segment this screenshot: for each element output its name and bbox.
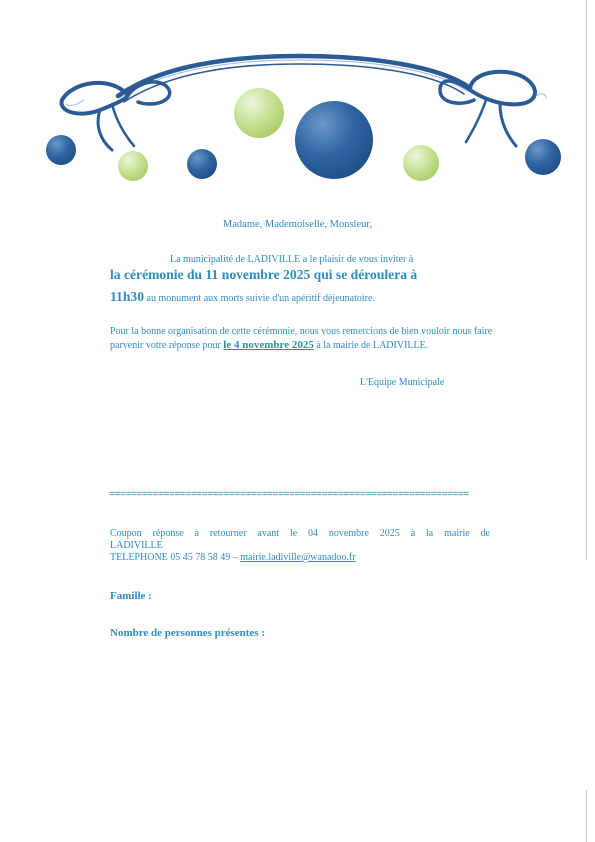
ribbon-loop-left	[62, 82, 170, 150]
coupon-contact	[110, 552, 490, 564]
rsvp-text-part2: à la mairie de LADIVILLE.	[313, 339, 429, 351]
ceremony-time-line	[110, 288, 375, 306]
bauble-navy-right	[525, 139, 561, 175]
famille-field-label: Famille :	[110, 590, 152, 602]
bauble-navy-left	[46, 135, 76, 165]
scan-edge-line	[586, 790, 587, 842]
bauble-green-large	[234, 88, 284, 138]
bauble-navy-small	[187, 149, 217, 179]
coupon-email-link[interactable]: mairie.ladiville@wanadoo.fr	[240, 552, 356, 563]
rsvp-paragraph	[110, 325, 495, 352]
rsvp-deadline: le 4 novembre 2025	[223, 338, 314, 351]
scan-edge-line	[586, 0, 587, 560]
ceremony-location: au monument aux morts suivie d'un apéritif déjeunatoire.	[144, 293, 375, 304]
signature: L'Equipe Municipale	[360, 377, 445, 388]
invitation-intro: La municipalité de LADIVILLE a le plaisir de vous inviter à	[170, 254, 414, 265]
cut-line-separator: ==================================================================	[109, 490, 469, 501]
coupon-instructions: Coupon réponse à retourner avant le 04 novembre 2025 à la mairie de	[110, 528, 490, 539]
bauble-green-left	[118, 151, 148, 181]
bauble-navy-large	[295, 101, 373, 179]
bauble-green-right	[403, 145, 439, 181]
coupon-town: LADIVILLE	[110, 540, 163, 551]
ceremony-headline: la cérémonie du 11 novembre 2025 qui se déroulera à	[110, 267, 418, 282]
ceremony-time: 11h30	[110, 289, 144, 304]
rsvp-text-part1: Pour la bonne organisation de cette cérémonie, nous vous remercions de bien vouloir nous faire parvenir votre réponse pour	[110, 326, 493, 351]
nombre-personnes-field-label: Nombre de personnes présentes :	[110, 627, 266, 639]
ribbon-loop-right	[440, 72, 546, 146]
coupon-phone: TELEPHONE 05 45 78 58 49 –	[110, 552, 241, 563]
salutation: Madame, Mademoiselle, Monsieur,	[222, 219, 373, 230]
ribbon-decoration	[0, 0, 595, 200]
reply-coupon	[110, 528, 490, 564]
